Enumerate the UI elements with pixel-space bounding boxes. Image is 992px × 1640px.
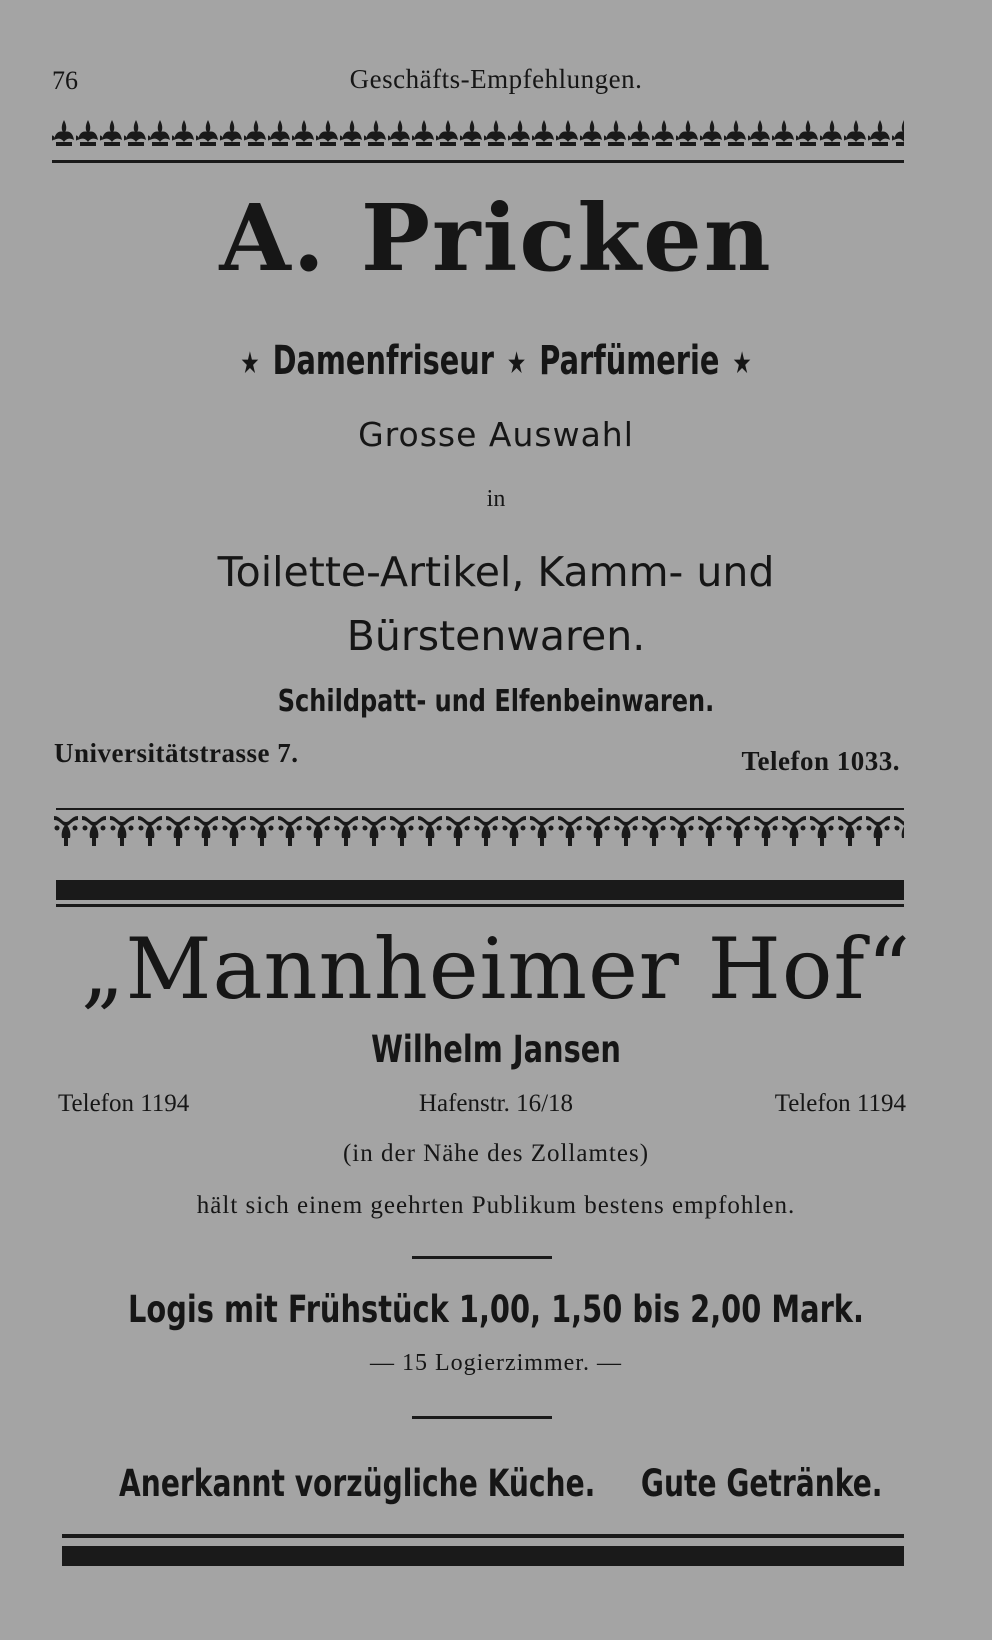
hotel-name: „Mannheimer Hof“ bbox=[80, 920, 912, 1018]
goods-line-1: Toilette-Artikel, Kamm- und bbox=[217, 548, 775, 596]
goods-line-2: Bürstenwaren. bbox=[346, 612, 646, 660]
middle-rule-top bbox=[56, 808, 904, 810]
running-title: Geschäfts-Empfehlungen. bbox=[349, 64, 643, 94]
tagline-damenfriseur: Damenfriseur bbox=[272, 338, 494, 384]
lodging-prices: Logis mit Frühstück 1,00, 1,50 bis 2,00 Mark. bbox=[128, 1288, 864, 1331]
thin-rule-top bbox=[56, 904, 904, 907]
star-icon: ★ bbox=[732, 345, 752, 381]
tagline-parfuemerie: Parfümerie bbox=[539, 338, 720, 384]
recommendation-text: hält sich einem geehrten Publikum bestens empfohlen. bbox=[196, 1192, 796, 1219]
telephone-left: Telefon 1194 bbox=[58, 1090, 190, 1117]
room-count: — 15 Logierzimmer. — bbox=[370, 1350, 622, 1376]
top-rule bbox=[52, 160, 904, 163]
selection-heading: Grosse Auswahl bbox=[358, 415, 634, 454]
goods-list bbox=[0, 540, 992, 668]
kitchen-drinks-line bbox=[119, 1462, 883, 1505]
hotel-address: Hafenstr. 16/18 bbox=[418, 1090, 574, 1117]
in-word: in bbox=[486, 486, 506, 512]
thick-rule-bottom bbox=[62, 1546, 904, 1566]
drinks-text: Gute Getränke. bbox=[640, 1462, 883, 1505]
ornament-band-top bbox=[52, 118, 904, 154]
page-number: 76 bbox=[52, 66, 78, 95]
firm-telephone: Telefon 1033. bbox=[741, 746, 900, 776]
firm-name: A. Pricken bbox=[219, 184, 773, 292]
star-icon: ★ bbox=[240, 345, 260, 381]
ornament-band-middle bbox=[52, 814, 904, 854]
firm-tagline bbox=[139, 338, 853, 384]
specialty-line: Schildpatt- und Elfenbeinwaren. bbox=[277, 684, 715, 719]
location-note: (in der Nähe des Zollamtes) bbox=[342, 1140, 650, 1167]
short-rule-1 bbox=[412, 1256, 552, 1259]
star-icon: ★ bbox=[506, 345, 527, 381]
thick-rule-top bbox=[56, 880, 904, 900]
telephone-right: Telefon 1194 bbox=[774, 1090, 906, 1117]
contact-row bbox=[0, 1090, 992, 1122]
firm-address: Universitätstrasse 7. bbox=[54, 738, 299, 768]
kitchen-text: Anerkannt vorzügliche Küche. bbox=[119, 1462, 596, 1505]
short-rule-2 bbox=[412, 1416, 552, 1419]
thin-rule-bottom bbox=[62, 1534, 904, 1538]
owner-name: Wilhelm Jansen bbox=[371, 1028, 621, 1071]
